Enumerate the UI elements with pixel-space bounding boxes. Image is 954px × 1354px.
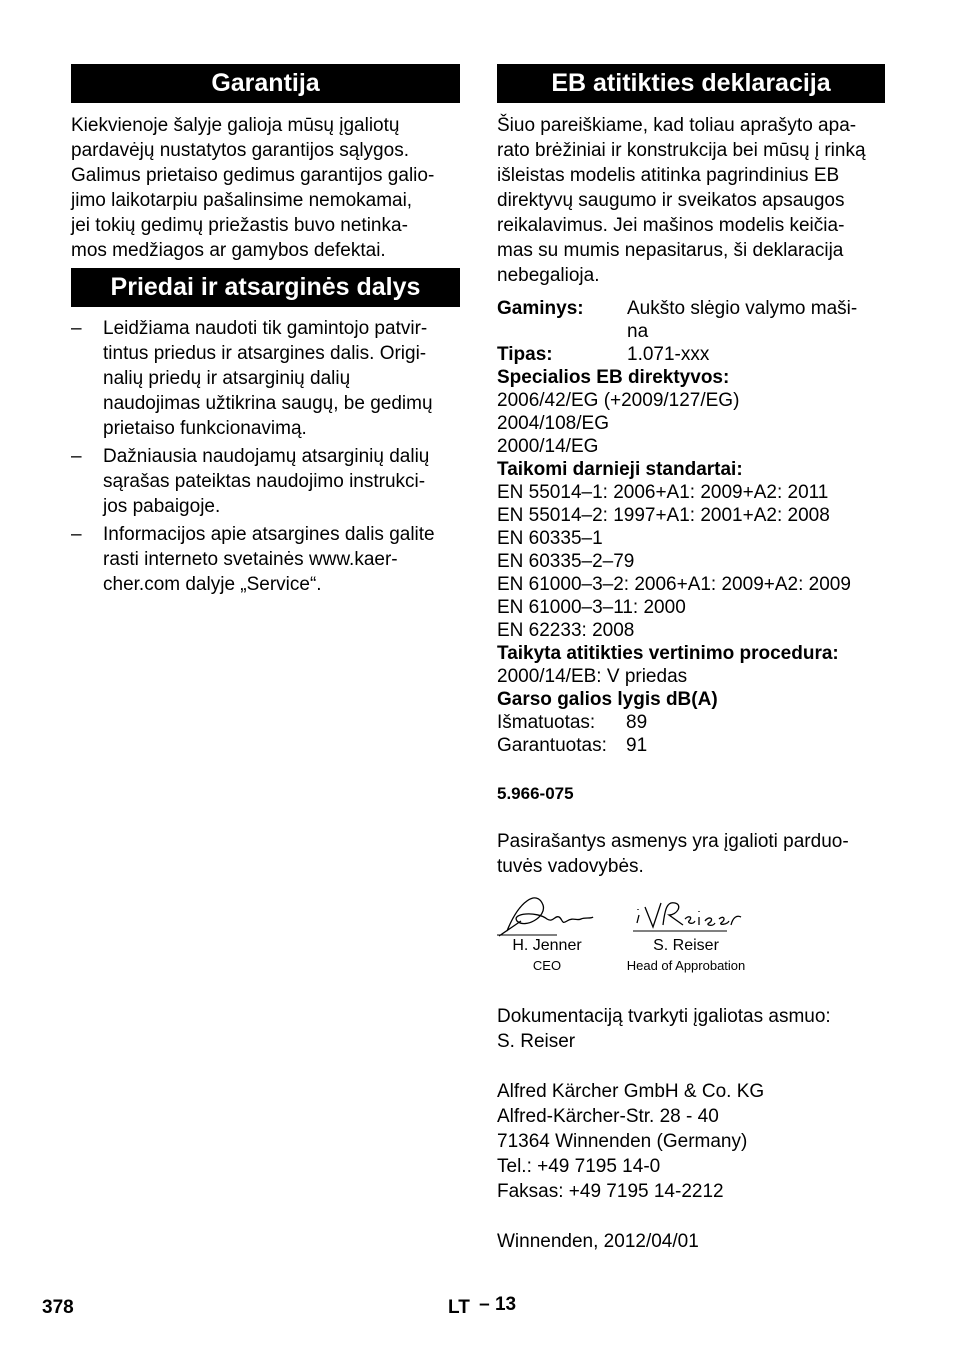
signer-role: CEO — [532, 958, 562, 973]
text-line: nebegalioja. — [497, 265, 600, 286]
list-item — [71, 316, 460, 441]
text-line: reikalavimus. Jei mašinos modelis keičia- — [497, 215, 845, 236]
place-date: Winnenden, 2012/04/01 — [497, 1231, 699, 1252]
standard-item: EN 55014–2: 1997+A1: 2001+A2: 2008 — [497, 505, 830, 526]
guaranteed-value: 91 — [626, 735, 648, 756]
signer-name: H. Jenner — [512, 937, 582, 954]
handwritten-signature-jenner — [497, 891, 597, 937]
directive-item: 2004/108/EG — [497, 413, 609, 434]
documentation-text — [497, 1004, 885, 1054]
signature-jenner — [497, 891, 597, 974]
list-item — [71, 444, 460, 519]
product-label: Gaminys: — [497, 298, 584, 319]
text-line: jei tokių gedimų priežastis buvo netinka- — [71, 215, 408, 236]
type-label: Tipas: — [497, 344, 553, 365]
text-line: Leidžiama naudoti tik gamintojo patvir- — [103, 318, 428, 339]
standard-item: EN 62233: 2008 — [497, 620, 635, 641]
address-line: 71364 Winnenden (Germany) — [497, 1131, 748, 1152]
text-line: Dažniausia naudojamų atsarginių dalių — [103, 446, 430, 467]
handwritten-signature-reiser — [623, 891, 749, 937]
text-line: Kiekvienoje šalyje galioja mūsų įgaliotų — [71, 115, 400, 136]
standard-item: EN 55014–1: 2006+A1: 2009+A2: 2011 — [497, 482, 829, 503]
text-line: Dokumentaciją tvarkyti įgaliotas asmuo: — [497, 1006, 831, 1027]
signer-name: S. Reiser — [653, 937, 719, 954]
standard-item: EN 60335–2–79 — [497, 551, 635, 572]
measured-value: 89 — [626, 712, 648, 733]
sub-page-number: – 13 — [479, 1294, 517, 1315]
sound-level-label: Garso galios lygis dB(A) — [497, 689, 718, 710]
measured-row — [497, 711, 885, 734]
address-line: Tel.: +49 7195 14-0 — [497, 1156, 661, 1177]
warranty-heading: Garantija — [71, 64, 460, 103]
product-value — [627, 297, 885, 343]
procedure-value: 2000/14/EB: V priedas — [497, 666, 688, 687]
signers-text — [497, 829, 885, 879]
text-line: Pasirašantys asmenys yra įgalioti parduo- — [497, 831, 849, 852]
standards-label: Taikomi darnieji standartai: — [497, 459, 743, 480]
measured-label: Išmatuotas: — [497, 712, 596, 733]
text-line: mos medžiagos ar gamybos defektai. — [71, 240, 386, 261]
list-item — [71, 522, 460, 597]
accessories-heading: Priedai ir atsarginės dalys — [71, 268, 460, 307]
directive-item: 2000/14/EG — [497, 436, 599, 457]
text-line: jimo laikotarpiu pašalinsime nemokamai, — [71, 190, 413, 211]
text-line: mas su mumis nepasitarus, ši deklaracija — [497, 240, 844, 261]
procedure-label: Taikyta atitikties vertinimo procedura: — [497, 643, 839, 664]
declaration-heading: EB atitikties deklaracija — [497, 64, 885, 103]
text-line: rasti interneto svetainės www.kaer- — [103, 549, 398, 570]
type-value: 1.071-xxx — [627, 344, 710, 365]
text-line: na — [627, 321, 649, 342]
text-line: S. Reiser — [497, 1031, 576, 1052]
product-row — [497, 297, 885, 343]
text-line: Aukšto slėgio valymo maši- — [627, 298, 858, 319]
standard-item: EN 60335–1 — [497, 528, 603, 549]
text-line: nalių priedų ir atsarginių dalių — [103, 368, 351, 389]
company-address — [497, 1079, 885, 1204]
text-line: prietaiso funkcionavimą. — [103, 418, 307, 439]
address-line: Alfred-Kärcher-Str. 28 - 40 — [497, 1106, 719, 1127]
signature-reiser — [623, 891, 749, 974]
guaranteed-row — [497, 734, 885, 757]
text-line: sąrašas pateiktas naudojimo instrukci- — [103, 471, 426, 492]
text-line: direktyvų saugumo ir sveikatos apsaugos — [497, 190, 845, 211]
text-line: išleistas modelis atitinka pagrindinius EB — [497, 165, 840, 186]
document-number: 5.966-075 — [497, 784, 574, 803]
directives-label: Specialios EB direktyvos: — [497, 367, 730, 388]
text-line: Šiuo pareiškiame, kad toliau aprašyto apa- — [497, 115, 857, 136]
language-code: LT — [448, 1297, 470, 1318]
text-line: Informacijos apie atsargines dalis galite — [103, 524, 435, 545]
text-line: jos pabaigoje. — [103, 496, 221, 517]
left-column — [71, 64, 460, 600]
guaranteed-label: Garantuotas: — [497, 735, 607, 756]
address-line: Alfred Kärcher GmbH & Co. KG — [497, 1081, 765, 1102]
text-line: cher.com dalyje „Service“. — [103, 574, 322, 595]
declaration-intro — [497, 113, 885, 288]
text-line: rato brėžiniai ir konstrukcija bei mūsų į rinką — [497, 140, 866, 161]
warranty-text — [71, 113, 460, 263]
signatures — [497, 891, 885, 981]
signer-role: Head of Approbation — [626, 958, 746, 973]
right-column — [497, 64, 885, 1254]
directive-item: 2006/42/EG (+2009/127/EG) — [497, 390, 740, 411]
standard-item: EN 61000–3–11: 2000 — [497, 597, 686, 618]
bullet-dash: – — [71, 524, 82, 545]
type-row — [497, 343, 885, 366]
text-line: Galimus prietaiso gedimus garantijos galio- — [71, 165, 435, 186]
text-line: pardavėjų nustatytos garantijos sąlygos. — [71, 140, 409, 161]
accessories-list — [71, 316, 460, 597]
page-number: 378 — [42, 1297, 74, 1318]
bullet-dash: – — [71, 318, 82, 339]
text-line: tintus priedus ir atsargines dalis. Origi- — [103, 343, 427, 364]
declaration-details — [497, 297, 885, 757]
bullet-dash: – — [71, 446, 82, 467]
address-line: Faksas: +49 7195 14-2212 — [497, 1181, 724, 1202]
standard-item: EN 61000–3–2: 2006+A1: 2009+A2: 2009 — [497, 574, 851, 595]
text-line: naudojimas užtikrina saugų, be gedimų — [103, 393, 433, 414]
footer-language — [448, 1294, 517, 1319]
text-line: tuvės vadovybės. — [497, 856, 644, 877]
